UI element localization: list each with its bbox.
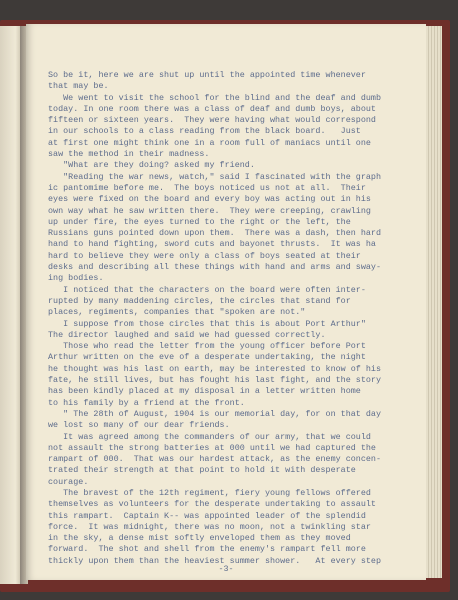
text-line: "Reading the war news, watch," said I fascinated with the graph xyxy=(48,171,382,182)
text-line: Russians guns pointed down upon them. There was a dash, then hard xyxy=(48,228,382,239)
text-line: themselves as volunteers for the desperate undertaking to assault xyxy=(48,499,376,510)
text-line: places, regiments, companies that "spoken are not." xyxy=(48,307,306,318)
text-line: The bravest of the 12th regiment, fiery young fellows offered xyxy=(48,487,371,498)
text-line: It was agreed among the commanders of our army, that we could xyxy=(48,431,371,442)
text-line: So be it, here we are shut up until the appointed time whenever xyxy=(48,70,366,80)
text-line: he thought was his last on earth, may be interested to know of his xyxy=(48,363,382,374)
text-line: at first one might think one in a room full of maniacs until one xyxy=(48,137,371,148)
text-line: today. In one room there was a class of deaf and dumb boys, about xyxy=(48,103,376,114)
left-page-edge xyxy=(0,26,22,584)
text-line: hard to believe they were only a class of boys seated at their xyxy=(48,250,361,261)
text-line: up under fire, the eyes turned to the right or the left, the xyxy=(48,216,351,227)
page-stack-edge xyxy=(426,26,442,578)
text-line: " The 28th of August, 1904 is our memorial day, for on that day xyxy=(48,408,382,419)
text-line: I noticed that the characters on the board were often inter- xyxy=(48,284,366,295)
text-line: ing bodies. xyxy=(48,273,104,284)
text-line: own way what he saw written there. They were creeping, crawling xyxy=(48,205,371,216)
text-line: ic pantomime before me. The boys noticed us not at all. Their xyxy=(48,182,366,193)
text-line: eyes were fixed on the board and every boy was acting out in his xyxy=(48,194,371,205)
text-line: thickly upon them than the heaviest summer shower. At every step xyxy=(48,555,382,566)
text-line: force. It was midnight, there was no moon, not a twinkling star xyxy=(48,521,371,532)
text-line: that may be. xyxy=(48,81,109,92)
text-line: The director laughed and said we had guessed correctly. xyxy=(48,329,326,340)
text-line: desks and describing all these things with hand and arms and sway- xyxy=(48,262,382,273)
text-line: to his family by a friend at the front. xyxy=(48,397,245,408)
text-line: forward. The shot and shell from the enemy's rampart fell more xyxy=(48,544,366,555)
text-line: in our schools to a class reading from the black board. Just xyxy=(48,126,361,137)
text-line: courage. xyxy=(48,476,89,487)
text-line: not assault the strong batteries at 000 until we had captured the xyxy=(48,442,376,453)
text-line: we lost so many of our dear friends. xyxy=(48,420,230,431)
text-line: this rampart. Captain K-- was appointed leader of the splendid xyxy=(48,510,366,521)
text-line: in the sky, a dense mist softly enveloped them as they moved xyxy=(48,533,351,544)
typed-page xyxy=(26,24,426,580)
text-line: "What are they doing? asked my friend. xyxy=(48,160,255,171)
page-text xyxy=(48,70,424,567)
text-line: I suppose from those circles that this is about Port Arthur" xyxy=(48,318,366,329)
text-line: We went to visit the school for the blind and the deaf and dumb xyxy=(48,92,382,103)
page-number: -3- xyxy=(218,564,234,574)
text-line: hand to hand fighting, sword cuts and bayonet thrusts. It was ha xyxy=(48,239,376,250)
text-line: has been kindly placed at my disposal in a letter written home xyxy=(48,386,361,397)
text-line: saw the method in their madness. xyxy=(48,149,210,160)
text-line: Arthur written on the eve of a desperate undertaking, the night xyxy=(48,352,366,363)
text-line: trated their strength at that point to hold it with desperate xyxy=(48,465,356,476)
text-line: Those who read the letter from the young officer before Port xyxy=(48,341,366,352)
text-line: fate, he still lives, but has fought his last fight, and the story xyxy=(48,375,382,386)
text-line: rupted by many maddening circles, the circles that stand for xyxy=(48,295,351,306)
text-line: fifteen or sixteen years. They were having what would correspond xyxy=(48,115,376,126)
text-line: rampart of 000. That was our hardest attack, as the enemy concen- xyxy=(48,454,382,465)
